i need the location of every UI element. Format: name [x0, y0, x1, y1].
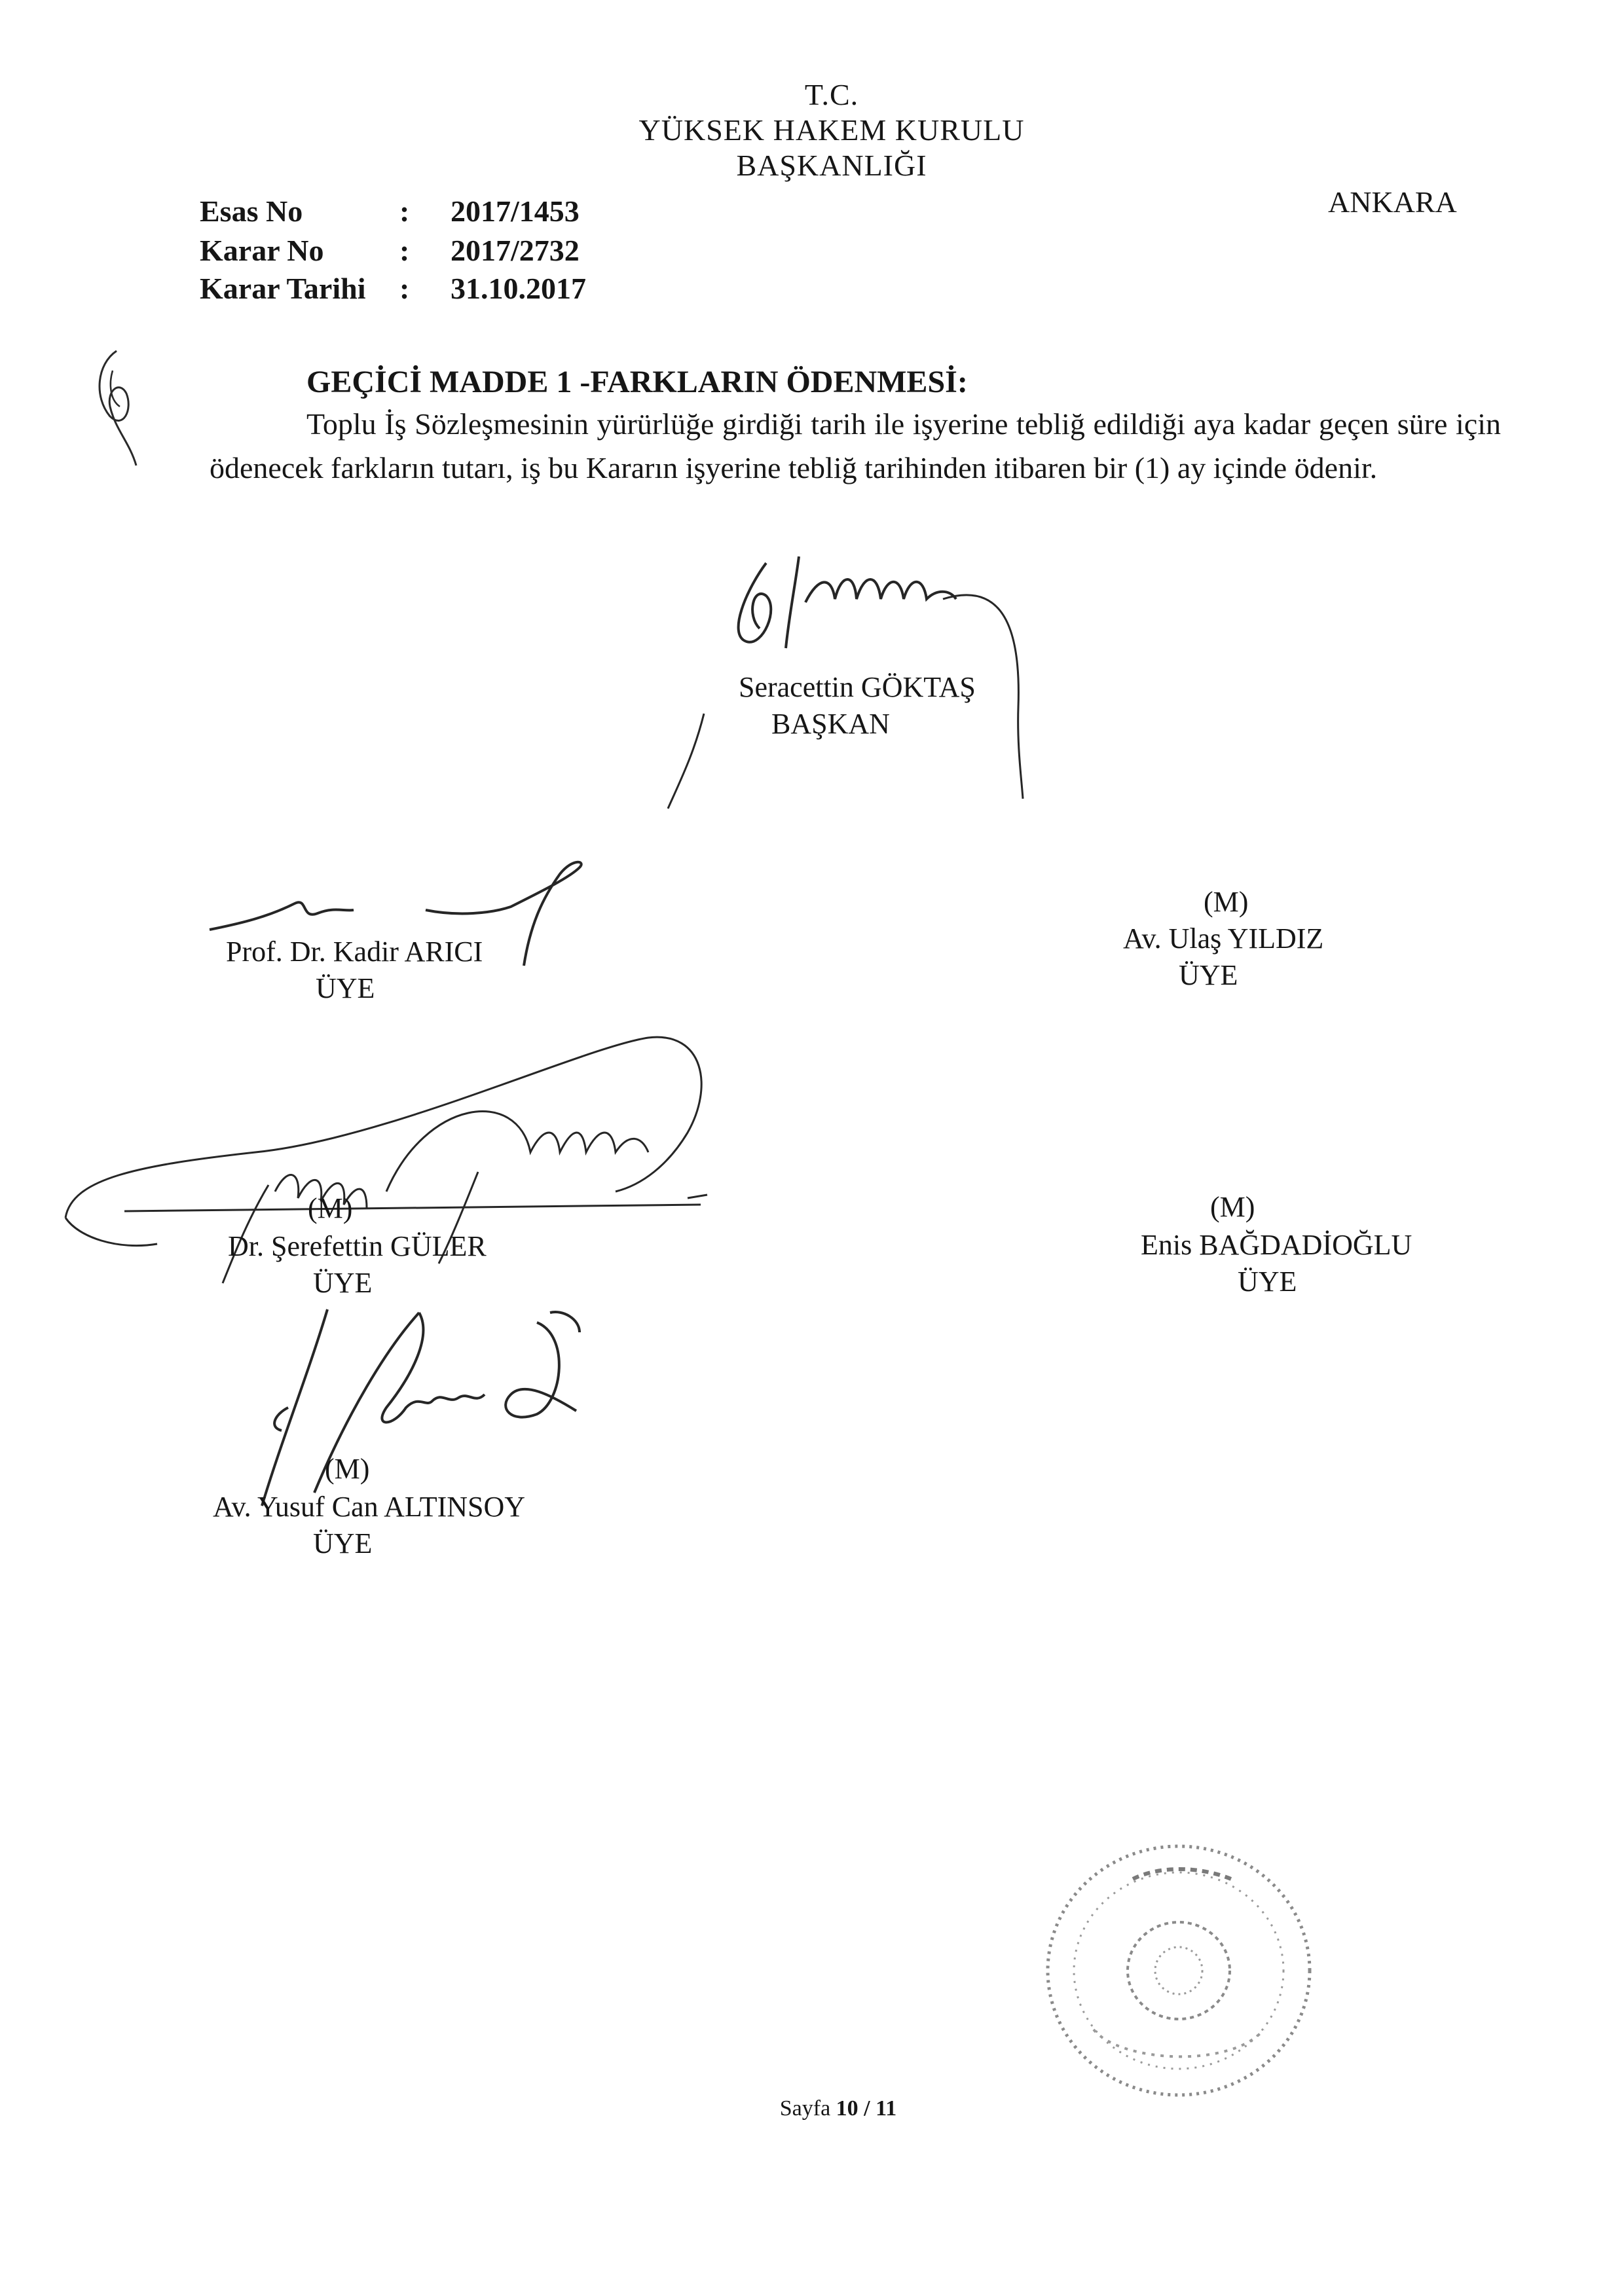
- karar-value: 2017/2732: [451, 234, 580, 267]
- page-total: 11: [876, 2096, 897, 2121]
- president-role: BAŞKAN: [771, 708, 890, 740]
- member-3-role: ÜYE: [313, 1267, 373, 1299]
- member-5-role: ÜYE: [313, 1527, 373, 1559]
- header-presidency: BAŞKANLIĞI: [736, 149, 927, 182]
- header-institution: YÜKSEK HAKEM KURULU: [638, 113, 1025, 147]
- city: ANKARA: [1328, 185, 1457, 219]
- member-2-role: ÜYE: [1179, 959, 1238, 991]
- page-label: Sayfa: [779, 2096, 831, 2121]
- member-2-name: Av. Ulaş YILDIZ: [1123, 922, 1324, 955]
- member-4-name: Enis BAĞDADİOĞLU: [1141, 1229, 1412, 1261]
- member-5-name: Av. Yusuf Can ALTINSOY: [213, 1491, 526, 1523]
- karar-tarihi-label: Karar Tarihi: [200, 272, 366, 305]
- member-4-role: ÜYE: [1238, 1266, 1297, 1298]
- page-current: 10: [836, 2096, 858, 2121]
- karar-colon: :: [399, 234, 410, 267]
- header-tc: T.C.: [804, 78, 859, 111]
- karar-label: Karar No: [200, 234, 324, 267]
- esas-colon: :: [399, 194, 410, 228]
- member-4-mark: (M): [1210, 1191, 1255, 1223]
- karar-tarihi-colon: :: [399, 272, 410, 305]
- article-heading: GEÇİCİ MADDE 1 -FARKLARIN ÖDENMESİ:: [306, 365, 968, 399]
- member-3-signature: [59, 1021, 740, 1309]
- esas-value: 2017/1453: [451, 194, 580, 228]
- article-text: Toplu İş Sözleşmesinin yürürlüğe girdiği tarih ile işyerine tebliğ edildiği aya kadar geçen süre için ödenecek farkların tutarı, iş bu Kararın işyerine tebliğ tarihinden itibaren bir (1) ay içinde ödenir.: [210, 407, 1501, 484]
- karar-tarihi-value: 31.10.2017: [451, 272, 586, 305]
- member-3-mark: (M): [308, 1192, 353, 1224]
- esas-label: Esas No: [200, 194, 303, 228]
- page-separator: /: [864, 2096, 870, 2121]
- member-5-signature: [223, 1296, 616, 1519]
- margin-initial-mark: [84, 344, 149, 469]
- member-1-name: Prof. Dr. Kadir ARICI: [226, 936, 483, 968]
- member-1-role: ÜYE: [316, 972, 375, 1004]
- president-name: Seracettin GÖKTAŞ: [739, 671, 976, 703]
- member-2-mark: (M): [1204, 886, 1249, 918]
- member-3-name: Dr. Şerefettin GÜLER: [228, 1230, 487, 1262]
- official-seal-stamp: [1035, 1833, 1323, 2108]
- page-number: [0, 2096, 1624, 2121]
- member-5-mark: (M): [325, 1453, 370, 1485]
